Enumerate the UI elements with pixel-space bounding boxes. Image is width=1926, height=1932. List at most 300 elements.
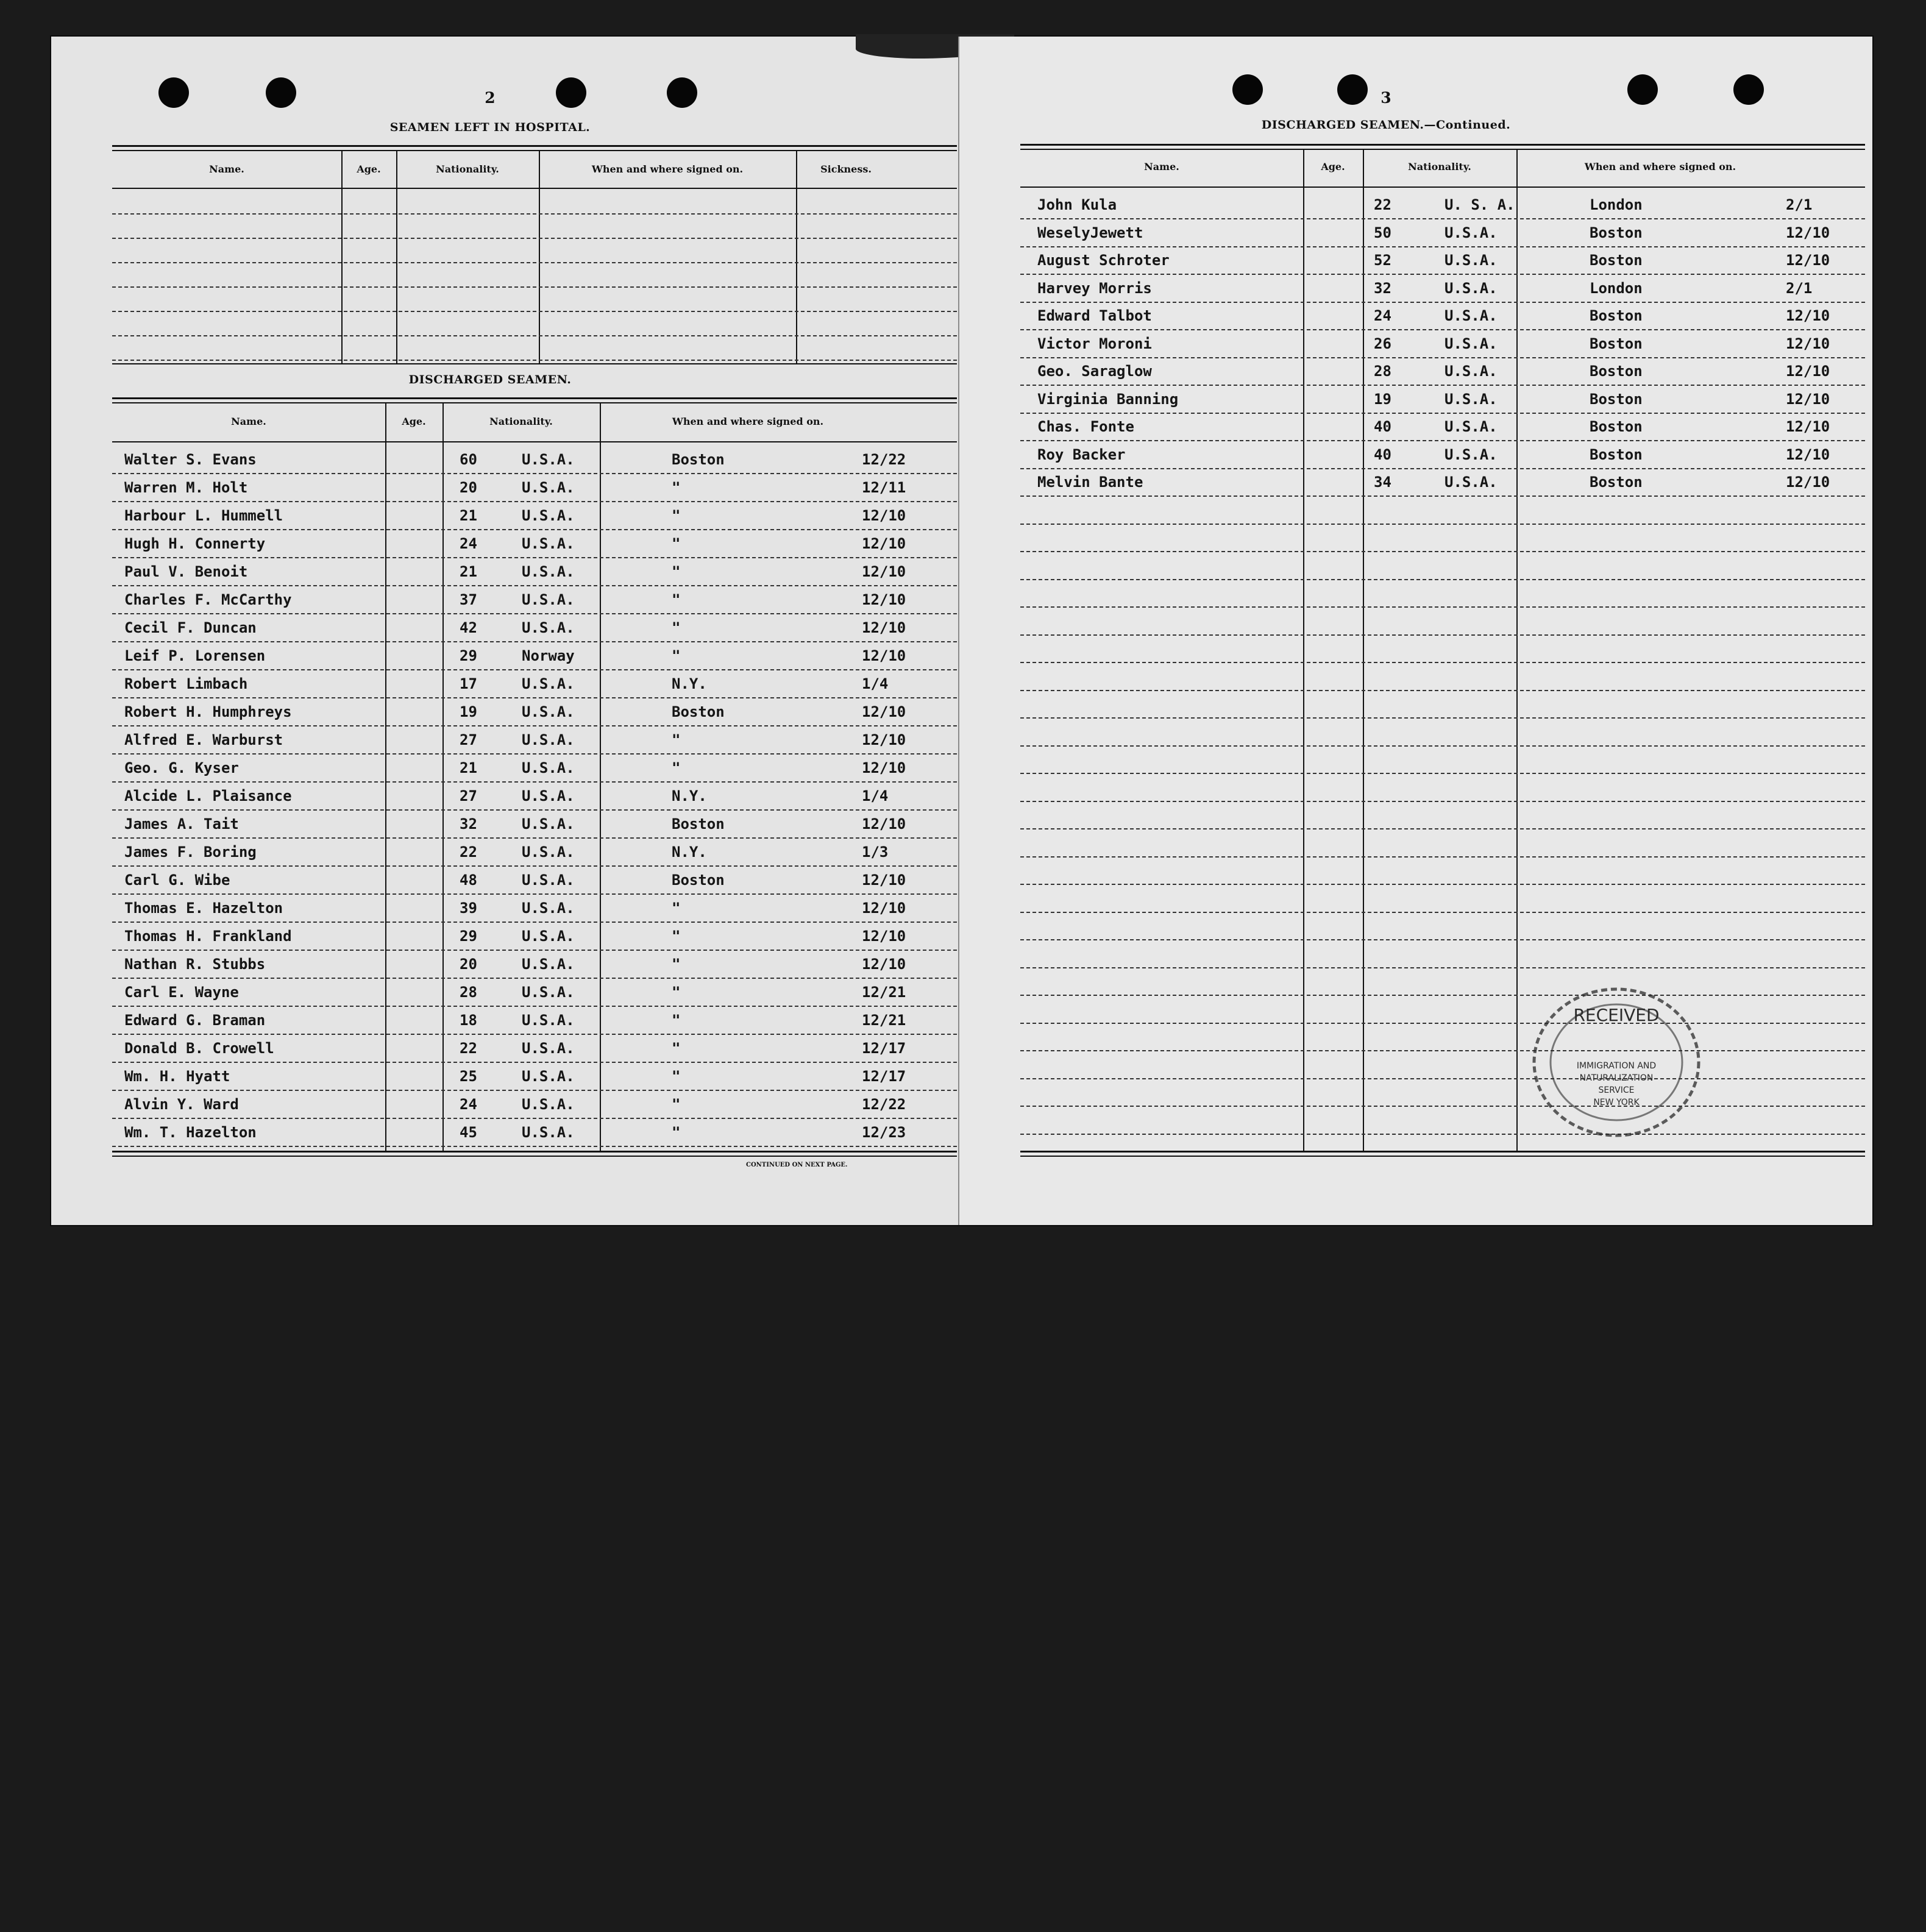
row-dotted-line: [1020, 524, 1865, 525]
table-row: [112, 1012, 957, 1040]
row-dotted-line: [112, 837, 957, 839]
cell-age: 40: [1374, 418, 1391, 435]
hospital-column-header: Sickness.: [820, 163, 872, 175]
cell-age: 20: [460, 956, 477, 973]
cell-name: Nathan R. Stubbs: [124, 956, 266, 973]
cell-age: 18: [460, 1012, 477, 1029]
cell-name: Alvin Y. Ward: [124, 1096, 239, 1113]
cell-nationality: U.S.A.: [1444, 418, 1498, 435]
discharged-continued-title: DISCHARGED SEAMEN.—Continued.: [1261, 118, 1511, 132]
cell-age: 37: [460, 591, 477, 608]
row-dotted-line: [112, 725, 957, 726]
table-row: [112, 956, 957, 984]
cell-nationality: U.S.A.: [1444, 335, 1498, 352]
row-dotted-line: [1020, 606, 1865, 608]
row-dotted-line: [112, 213, 957, 215]
row-dotted-line: [1020, 773, 1865, 774]
cell-place: ": [672, 984, 681, 1001]
table-row: [1020, 418, 1865, 442]
cell-nationality: U.S.A.: [522, 507, 575, 524]
row-dotted-line: [112, 529, 957, 530]
cell-place: Boston: [1590, 418, 1643, 435]
left-page: [51, 37, 959, 1225]
cell-age: 28: [460, 984, 477, 1001]
row-dotted-line: [1020, 1050, 1865, 1051]
cell-name: Robert Limbach: [124, 675, 248, 692]
cell-age: 21: [460, 759, 477, 776]
cell-name: Carl G. Wibe: [124, 872, 230, 889]
table-row: [112, 1040, 957, 1068]
cell-age: 32: [1374, 280, 1391, 297]
cell-name: Donald B. Crowell: [124, 1040, 274, 1057]
row-dotted-line: [1020, 662, 1865, 663]
row-dotted-line: [112, 697, 957, 698]
row-dotted-line: [112, 1062, 957, 1063]
cell-nationality: U.S.A.: [522, 900, 575, 917]
cell-nationality: U.S.A.: [1444, 280, 1498, 297]
table-rule: [112, 188, 957, 189]
cell-age: 22: [460, 843, 477, 861]
cell-place: ": [672, 956, 681, 973]
cell-place: ": [672, 1040, 681, 1057]
table-row: [112, 507, 957, 535]
row-dotted-line: [112, 335, 957, 336]
cell-nationality: U.S.A.: [522, 1012, 575, 1029]
table-rule: [112, 1151, 957, 1152]
table-rule: [112, 145, 957, 147]
cell-place: ": [672, 563, 681, 580]
punch-hole-icon: [1733, 74, 1764, 105]
cell-date: 12/22: [862, 1096, 906, 1113]
cell-place: ": [672, 759, 681, 776]
cell-nationality: U.S.A.: [1444, 224, 1498, 241]
table-row: [112, 928, 957, 956]
row-dotted-line: [112, 501, 957, 502]
cell-nationality: U.S.A.: [522, 451, 575, 468]
table-row: [112, 675, 957, 703]
cell-nationality: U.S.A.: [1444, 252, 1498, 269]
row-dotted-line: [112, 1146, 957, 1147]
discharged-section-title: DISCHARGED SEAMEN.: [408, 373, 572, 386]
cell-name: August Schroter: [1037, 252, 1170, 269]
cell-name: Geo. Saraglow: [1037, 363, 1152, 380]
cell-place: ": [672, 619, 681, 636]
punch-hole-icon: [158, 77, 189, 108]
row-dotted-line: [112, 809, 957, 811]
table-row: [1020, 446, 1865, 471]
cell-name: Edward Talbot: [1037, 307, 1152, 324]
cell-name: Melvin Bante: [1037, 474, 1143, 491]
cell-date: 12/10: [1786, 446, 1830, 463]
cell-age: 29: [460, 647, 477, 664]
cell-date: 12/10: [862, 703, 906, 720]
row-dotted-line: [1020, 468, 1865, 469]
row-dotted-line: [1020, 1106, 1865, 1107]
discharged-column-header: Age.: [402, 416, 426, 427]
cell-age: 34: [1374, 474, 1391, 491]
cell-place: ": [672, 928, 681, 945]
punch-hole-icon: [266, 77, 296, 108]
cell-nationality: U.S.A.: [522, 928, 575, 945]
row-dotted-line: [112, 641, 957, 642]
table-rule: [112, 363, 957, 364]
continued-column-header: Name.: [1144, 161, 1179, 172]
cell-date: 12/10: [1786, 307, 1830, 324]
row-dotted-line: [1020, 329, 1865, 330]
cell-place: Boston: [1590, 391, 1643, 408]
cell-date: 12/10: [862, 591, 906, 608]
cell-nationality: U.S.A.: [522, 787, 575, 804]
cell-name: Leif P. Lorensen: [124, 647, 266, 664]
row-dotted-line: [112, 893, 957, 895]
cell-nationality: U.S.A.: [1444, 363, 1498, 380]
row-dotted-line: [1020, 413, 1865, 414]
row-dotted-line: [112, 1090, 957, 1091]
table-row: [1020, 224, 1865, 249]
table-row: [1020, 391, 1865, 415]
column-divider: [796, 151, 797, 363]
table-row: [112, 451, 957, 479]
cell-nationality: U.S.A.: [522, 956, 575, 973]
cell-place: Boston: [672, 872, 725, 889]
row-dotted-line: [1020, 801, 1865, 802]
cell-place: ": [672, 647, 681, 664]
cell-date: 12/11: [862, 479, 906, 496]
row-dotted-line: [1020, 579, 1865, 580]
cell-place: ": [672, 900, 681, 917]
table-row: [112, 872, 957, 900]
continued-column-header: Age.: [1321, 161, 1345, 172]
table-row: [112, 563, 957, 591]
row-dotted-line: [1020, 302, 1865, 303]
punch-hole-icon: [556, 77, 586, 108]
cell-nationality: U.S.A.: [522, 1124, 575, 1141]
stamp-line: NATURALIZATION: [1579, 1073, 1654, 1083]
cell-date: 12/10: [1786, 335, 1830, 352]
punch-hole-icon: [1627, 74, 1658, 105]
cell-name: Victor Moroni: [1037, 335, 1152, 352]
hospital-column-header: Age.: [357, 163, 381, 175]
cell-date: 12/10: [1786, 474, 1830, 491]
cell-age: 19: [460, 703, 477, 720]
cell-name: Robert H. Humphreys: [124, 703, 292, 720]
discharged-column-header: Nationality.: [489, 416, 553, 427]
row-dotted-line: [1020, 995, 1865, 996]
cell-date: 12/10: [862, 759, 906, 776]
cell-date: 12/21: [862, 984, 906, 1001]
row-dotted-line: [112, 922, 957, 923]
cell-date: 2/1: [1786, 196, 1813, 213]
cell-place: N.Y.: [672, 843, 707, 861]
cell-date: 12/10: [1786, 418, 1830, 435]
cell-age: 48: [460, 872, 477, 889]
row-dotted-line: [1020, 717, 1865, 719]
cell-date: 12/10: [862, 815, 906, 833]
row-dotted-line: [1020, 495, 1865, 497]
cell-place: Boston: [1590, 446, 1643, 463]
column-divider: [539, 151, 540, 363]
table-row: [1020, 280, 1865, 304]
cell-name: Wm. H. Hyatt: [124, 1068, 230, 1085]
cell-date: 12/17: [862, 1040, 906, 1057]
cell-place: ": [672, 507, 681, 524]
table-rule: [1020, 1151, 1865, 1152]
cell-date: 12/22: [862, 451, 906, 468]
cell-nationality: U.S.A.: [522, 1040, 575, 1057]
cell-age: 24: [460, 535, 477, 552]
cell-nationality: U.S.A.: [522, 872, 575, 889]
cell-place: N.Y.: [672, 787, 707, 804]
cell-age: 27: [460, 787, 477, 804]
cell-nationality: U.S.A.: [522, 815, 575, 833]
cell-name: Warren M. Holt: [124, 479, 248, 496]
cell-nationality: U.S.A.: [522, 675, 575, 692]
cell-place: Boston: [672, 703, 725, 720]
table-row: [112, 479, 957, 507]
cell-name: Charles F. McCarthy: [124, 591, 292, 608]
right-page: [959, 37, 1872, 1225]
cell-nationality: U.S.A.: [522, 1096, 575, 1113]
cell-age: 52: [1374, 252, 1391, 269]
row-dotted-line: [1020, 357, 1865, 358]
table-rule: [1020, 1156, 1865, 1157]
cell-age: 28: [1374, 363, 1391, 380]
cell-place: ": [672, 1068, 681, 1085]
cell-name: Paul V. Benoit: [124, 563, 248, 580]
cell-name: Harbour L. Hummell: [124, 507, 283, 524]
hospital-column-header: Name.: [209, 163, 244, 175]
cell-nationality: U.S.A.: [522, 563, 575, 580]
cell-nationality: U.S.A.: [522, 619, 575, 636]
row-dotted-line: [112, 781, 957, 783]
cell-name: Thomas H. Frankland: [124, 928, 292, 945]
cell-nationality: U.S.A.: [1444, 474, 1498, 491]
cell-date: 1/4: [862, 675, 889, 692]
row-dotted-line: [1020, 912, 1865, 913]
table-row: [112, 703, 957, 731]
cell-date: 12/10: [1786, 224, 1830, 241]
received-stamp: [1525, 977, 1708, 1148]
table-row: [112, 900, 957, 928]
row-dotted-line: [1020, 1078, 1865, 1079]
discharged-column-header: Name.: [231, 416, 266, 427]
row-dotted-line: [112, 311, 957, 312]
cell-nationality: U.S.A.: [1444, 391, 1498, 408]
table-rule: [112, 1156, 957, 1157]
cell-nationality: Norway: [522, 647, 575, 664]
cell-name: Edward G. Braman: [124, 1012, 266, 1029]
table-rule: [112, 397, 957, 399]
row-dotted-line: [1020, 218, 1865, 219]
cell-place: London: [1590, 280, 1643, 297]
cell-date: 12/21: [862, 1012, 906, 1029]
table-row: [112, 535, 957, 563]
cell-name: James A. Tait: [124, 815, 239, 833]
punch-hole-icon: [667, 77, 697, 108]
cell-nationality: U.S.A.: [522, 479, 575, 496]
table-row: [112, 731, 957, 759]
cell-place: Boston: [1590, 224, 1643, 241]
cell-nationality: U.S.A.: [522, 731, 575, 748]
row-dotted-line: [112, 1006, 957, 1007]
cell-name: Wm. T. Hazelton: [124, 1124, 257, 1141]
row-dotted-line: [1020, 828, 1865, 829]
cell-nationality: U.S.A.: [522, 759, 575, 776]
table-row: [112, 984, 957, 1012]
cell-name: James F. Boring: [124, 843, 257, 861]
cell-place: ": [672, 479, 681, 496]
cell-age: 26: [1374, 335, 1391, 352]
table-row: [112, 647, 957, 675]
cell-date: 12/10: [862, 956, 906, 973]
cell-age: 22: [1374, 196, 1391, 213]
cell-age: 20: [460, 479, 477, 496]
table-row: [1020, 474, 1865, 498]
cell-date: 12/10: [1786, 252, 1830, 269]
row-dotted-line: [1020, 856, 1865, 858]
cell-date: 12/10: [862, 928, 906, 945]
cell-age: 32: [460, 815, 477, 833]
cell-place: ": [672, 535, 681, 552]
row-dotted-line: [1020, 745, 1865, 747]
cell-name: Carl E. Wayne: [124, 984, 239, 1001]
row-dotted-line: [1020, 634, 1865, 636]
row-dotted-line: [112, 238, 957, 239]
table-rule: [1020, 144, 1865, 146]
cell-nationality: U.S.A.: [522, 591, 575, 608]
discharged-column-header: When and where signed on.: [672, 416, 824, 427]
cell-name: Geo. G. Kyser: [124, 759, 239, 776]
page-number: 2: [485, 89, 496, 107]
cell-name: Cecil F. Duncan: [124, 619, 257, 636]
row-dotted-line: [1020, 967, 1865, 968]
row-dotted-line: [112, 865, 957, 867]
row-dotted-line: [112, 360, 957, 361]
table-row: [1020, 363, 1865, 387]
row-dotted-line: [1020, 385, 1865, 386]
cell-name: Alfred E. Warburst: [124, 731, 283, 748]
row-dotted-line: [1020, 690, 1865, 691]
table-rule: [1020, 186, 1865, 188]
column-divider: [396, 151, 397, 363]
table-rule: [1020, 149, 1865, 150]
row-dotted-line: [1020, 246, 1865, 247]
cell-nationality: U.S.A.: [522, 843, 575, 861]
table-row: [112, 1124, 957, 1152]
row-dotted-line: [112, 613, 957, 614]
hospital-column-header: Nationality.: [436, 163, 499, 175]
cell-age: 24: [460, 1096, 477, 1113]
table-row: [112, 591, 957, 619]
cell-date: 1/4: [862, 787, 889, 804]
table-rule: [112, 402, 957, 403]
cell-age: 60: [460, 451, 477, 468]
page-number: 3: [1381, 89, 1391, 107]
cell-name: Thomas E. Hazelton: [124, 900, 283, 917]
stamp-line: IMMIGRATION AND: [1576, 1061, 1657, 1071]
cell-place: ": [672, 591, 681, 608]
cell-name: Harvey Morris: [1037, 280, 1152, 297]
cell-date: 12/10: [862, 900, 906, 917]
cell-nationality: U.S.A.: [522, 535, 575, 552]
cell-place: Boston: [1590, 307, 1643, 324]
cell-name: Hugh H. Connerty: [124, 535, 266, 552]
table-row: [112, 619, 957, 647]
continued-column-header: Nationality.: [1408, 161, 1471, 172]
cell-place: Boston: [1590, 252, 1643, 269]
table-rule: [112, 150, 957, 151]
cell-age: 24: [1374, 307, 1391, 324]
cell-place: N.Y.: [672, 675, 707, 692]
row-dotted-line: [1020, 1134, 1865, 1135]
table-row: [112, 815, 957, 843]
cell-date: 12/10: [862, 535, 906, 552]
cell-age: 21: [460, 563, 477, 580]
cell-age: 21: [460, 507, 477, 524]
cell-date: 12/10: [1786, 391, 1830, 408]
cell-place: Boston: [672, 451, 725, 468]
continued-footer: CONTINUED ON NEXT PAGE.: [746, 1162, 848, 1168]
cell-date: 12/10: [1786, 363, 1830, 380]
table-row: [1020, 196, 1865, 221]
table-row: [1020, 335, 1865, 360]
cell-place: Boston: [672, 815, 725, 833]
cell-age: 29: [460, 928, 477, 945]
cell-nationality: U.S.A.: [522, 984, 575, 1001]
cell-place: Boston: [1590, 363, 1643, 380]
cell-place: Boston: [1590, 335, 1643, 352]
table-row: [112, 843, 957, 872]
row-dotted-line: [1020, 939, 1865, 940]
row-dotted-line: [112, 669, 957, 670]
cell-age: 17: [460, 675, 477, 692]
cell-place: ": [672, 1124, 681, 1141]
cell-date: 12/10: [862, 507, 906, 524]
row-dotted-line: [112, 978, 957, 979]
cell-nationality: U. S. A.: [1444, 196, 1515, 213]
hospital-section-title: SEAMEN LEFT IN HOSPITAL.: [389, 121, 591, 134]
cell-name: WeselyJewett: [1037, 224, 1143, 241]
cell-nationality: U.S.A.: [1444, 307, 1498, 324]
cell-date: 12/23: [862, 1124, 906, 1141]
cell-date: 12/10: [862, 619, 906, 636]
cell-age: 25: [460, 1068, 477, 1085]
cell-age: 50: [1374, 224, 1391, 241]
row-dotted-line: [112, 286, 957, 288]
row-dotted-line: [112, 585, 957, 586]
cell-date: 12/10: [862, 647, 906, 664]
stamp-received-text: RECEIVED: [1573, 1005, 1660, 1025]
row-dotted-line: [112, 262, 957, 263]
table-row: [112, 1068, 957, 1096]
cell-nationality: U.S.A.: [1444, 446, 1498, 463]
cell-date: 12/10: [862, 872, 906, 889]
table-row: [112, 1096, 957, 1124]
row-dotted-line: [112, 753, 957, 755]
table-row: [112, 787, 957, 815]
row-dotted-line: [1020, 440, 1865, 441]
stamp-line: NEW YORK: [1593, 1098, 1640, 1107]
table-row: [1020, 307, 1865, 332]
cell-place: Boston: [1590, 474, 1643, 491]
cell-name: Walter S. Evans: [124, 451, 257, 468]
row-dotted-line: [112, 950, 957, 951]
cell-place: London: [1590, 196, 1643, 213]
cell-age: 19: [1374, 391, 1391, 408]
stamp-line: SERVICE: [1598, 1085, 1635, 1095]
row-dotted-line: [112, 473, 957, 474]
row-dotted-line: [112, 1118, 957, 1119]
